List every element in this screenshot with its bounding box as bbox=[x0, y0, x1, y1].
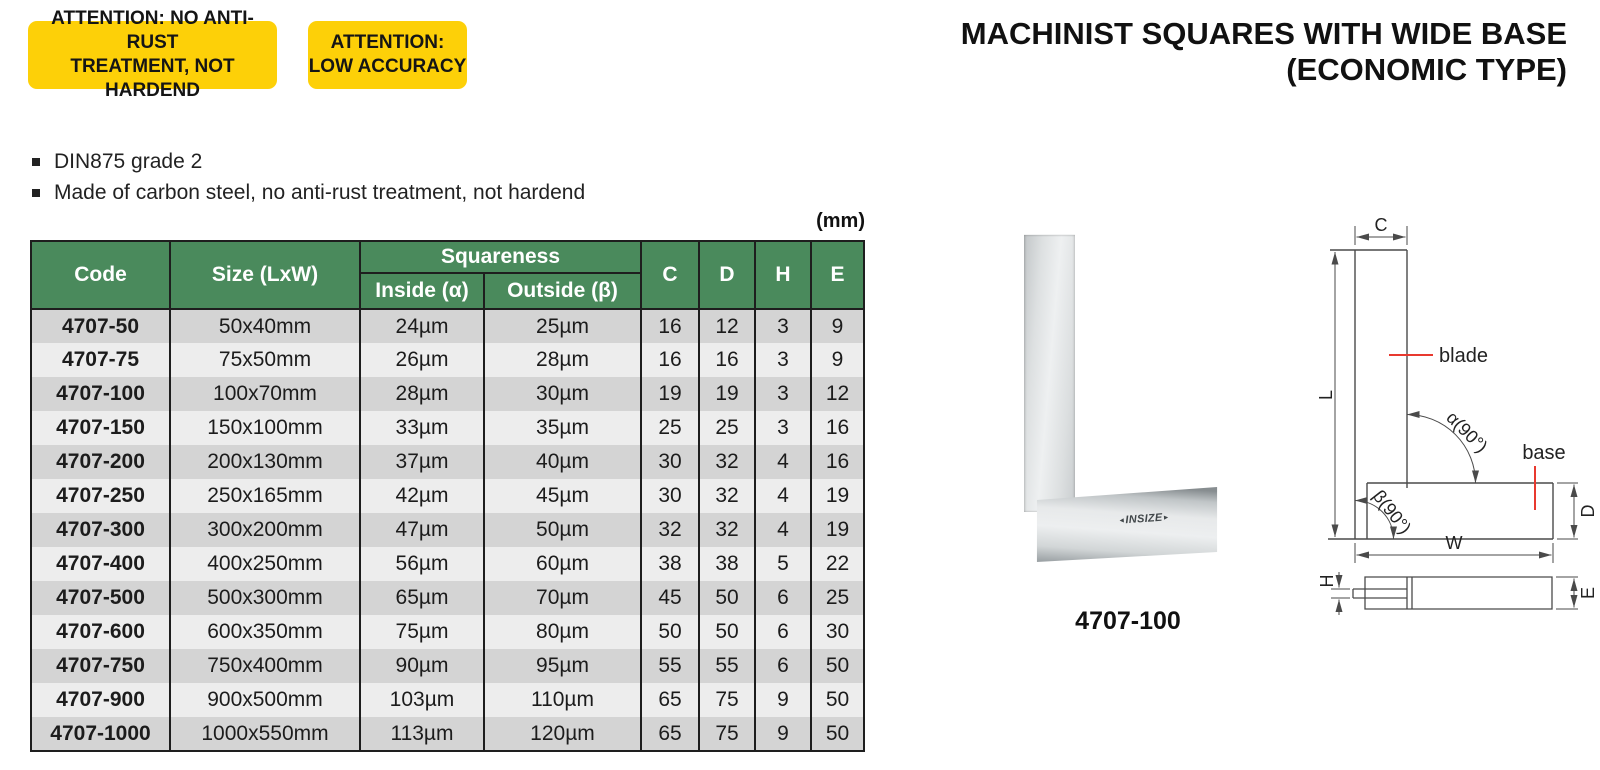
page-title bbox=[961, 16, 1567, 88]
cell-d: 75 bbox=[699, 717, 755, 751]
cell-d: 50 bbox=[699, 615, 755, 649]
cell-d: 32 bbox=[699, 479, 755, 513]
cell-code: 4707-600 bbox=[31, 615, 170, 649]
cell-h: 4 bbox=[755, 513, 811, 547]
cell-c: 30 bbox=[641, 479, 699, 513]
cell-c: 50 bbox=[641, 615, 699, 649]
cell-e: 22 bbox=[811, 547, 864, 581]
cell-outside: 50µm bbox=[484, 513, 641, 547]
table-row bbox=[31, 377, 864, 411]
beta-angle-label: β(90°) bbox=[1368, 486, 1416, 538]
cell-e: 9 bbox=[811, 343, 864, 377]
table-row bbox=[31, 649, 864, 683]
cell-c: 25 bbox=[641, 411, 699, 445]
cell-d: 25 bbox=[699, 411, 755, 445]
col-header-e: E bbox=[811, 241, 864, 309]
cell-e: 50 bbox=[811, 717, 864, 751]
product-caption: 4707-100 bbox=[1075, 607, 1181, 635]
cell-outside: 70µm bbox=[484, 581, 641, 615]
spec-table-header bbox=[31, 241, 864, 309]
cell-e: 30 bbox=[811, 615, 864, 649]
cell-c: 19 bbox=[641, 377, 699, 411]
attention-badge-accuracy bbox=[308, 21, 467, 89]
cell-d: 32 bbox=[699, 513, 755, 547]
cell-size: 50x40mm bbox=[170, 309, 360, 343]
cell-d: 19 bbox=[699, 377, 755, 411]
col-header-h: H bbox=[755, 241, 811, 309]
cell-h: 6 bbox=[755, 615, 811, 649]
cell-size: 200x130mm bbox=[170, 445, 360, 479]
alpha-angle-label: α(90°) bbox=[1442, 407, 1492, 457]
cell-outside: 110µm bbox=[484, 683, 641, 717]
feature-item bbox=[32, 177, 585, 208]
cell-inside: 47µm bbox=[360, 513, 484, 547]
feature-list bbox=[32, 146, 585, 208]
cell-inside: 103µm bbox=[360, 683, 484, 717]
blade-image bbox=[1024, 234, 1075, 512]
cell-h: 5 bbox=[755, 547, 811, 581]
cell-d: 38 bbox=[699, 547, 755, 581]
cell-h: 4 bbox=[755, 445, 811, 479]
unit-note: (mm) bbox=[816, 210, 865, 232]
cell-d: 50 bbox=[699, 581, 755, 615]
page-title-line1: MACHINIST SQUARES WITH WIDE BASE bbox=[960, 16, 1567, 51]
cell-size: 100x70mm bbox=[170, 377, 360, 411]
cell-e: 16 bbox=[811, 411, 864, 445]
table-row bbox=[31, 547, 864, 581]
spec-table bbox=[30, 240, 865, 752]
badge-line: ATTENTION: bbox=[330, 32, 445, 53]
cell-size: 150x100mm bbox=[170, 411, 360, 445]
cell-inside: 24µm bbox=[360, 309, 484, 343]
cell-size: 400x250mm bbox=[170, 547, 360, 581]
dim-label-c: C bbox=[1374, 215, 1388, 235]
cell-code: 4707-250 bbox=[31, 479, 170, 513]
table-row bbox=[31, 309, 864, 343]
cell-size: 600x350mm bbox=[170, 615, 360, 649]
feature-item bbox=[32, 146, 585, 177]
spec-table-body bbox=[31, 309, 864, 751]
cell-e: 50 bbox=[811, 683, 864, 717]
cell-h: 3 bbox=[755, 343, 811, 377]
cell-outside: 35µm bbox=[484, 411, 641, 445]
cell-inside: 113µm bbox=[360, 717, 484, 751]
cell-size: 900x500mm bbox=[170, 683, 360, 717]
logo-text: INSIZE bbox=[1125, 511, 1163, 527]
cell-inside: 65µm bbox=[360, 581, 484, 615]
cell-outside: 60µm bbox=[484, 547, 641, 581]
cell-code: 4707-100 bbox=[31, 377, 170, 411]
cell-c: 32 bbox=[641, 513, 699, 547]
cell-h: 9 bbox=[755, 717, 811, 751]
cell-h: 6 bbox=[755, 581, 811, 615]
cell-code: 4707-50 bbox=[31, 309, 170, 343]
cell-outside: 30µm bbox=[484, 377, 641, 411]
cell-size: 75x50mm bbox=[170, 343, 360, 377]
table-row bbox=[31, 513, 864, 547]
table-row bbox=[31, 479, 864, 513]
cell-d: 55 bbox=[699, 649, 755, 683]
cell-inside: 56µm bbox=[360, 547, 484, 581]
cell-code: 4707-900 bbox=[31, 683, 170, 717]
cell-inside: 37µm bbox=[360, 445, 484, 479]
cell-d: 75 bbox=[699, 683, 755, 717]
cell-e: 16 bbox=[811, 445, 864, 479]
col-header-squareness: Squareness bbox=[360, 241, 641, 273]
cell-c: 16 bbox=[641, 343, 699, 377]
cell-code: 4707-400 bbox=[31, 547, 170, 581]
cell-c: 55 bbox=[641, 649, 699, 683]
cell-inside: 75µm bbox=[360, 615, 484, 649]
cell-code: 4707-75 bbox=[31, 343, 170, 377]
col-header-outside: Outside (β) bbox=[484, 273, 641, 309]
dim-label-w: W bbox=[1445, 533, 1463, 553]
cell-code: 4707-1000 bbox=[31, 717, 170, 751]
cell-code: 4707-750 bbox=[31, 649, 170, 683]
cell-size: 500x300mm bbox=[170, 581, 360, 615]
square-front-view bbox=[1328, 250, 1553, 539]
table-row bbox=[31, 445, 864, 479]
feature-text: Made of carbon steel, no anti-rust treatment, not hardend bbox=[54, 180, 586, 204]
cell-inside: 26µm bbox=[360, 343, 484, 377]
badge-line: LOW ACCURACY bbox=[308, 56, 467, 77]
table-row bbox=[31, 683, 864, 717]
cell-outside: 25µm bbox=[484, 309, 641, 343]
cell-outside: 120µm bbox=[484, 717, 641, 751]
cell-e: 25 bbox=[811, 581, 864, 615]
cell-d: 32 bbox=[699, 445, 755, 479]
cell-h: 4 bbox=[755, 479, 811, 513]
cell-outside: 28µm bbox=[484, 343, 641, 377]
col-header-d: D bbox=[699, 241, 755, 309]
cell-outside: 45µm bbox=[484, 479, 641, 513]
col-header-size: Size (LxW) bbox=[170, 241, 360, 309]
cell-e: 12 bbox=[811, 377, 864, 411]
cell-code: 4707-500 bbox=[31, 581, 170, 615]
dim-label-d: D bbox=[1578, 504, 1598, 518]
cell-e: 9 bbox=[811, 309, 864, 343]
cell-code: 4707-300 bbox=[31, 513, 170, 547]
feature-text: DIN875 grade 2 bbox=[54, 149, 203, 173]
table-row bbox=[31, 615, 864, 649]
cell-d: 16 bbox=[699, 343, 755, 377]
cell-inside: 90µm bbox=[360, 649, 484, 683]
cell-code: 4707-150 bbox=[31, 411, 170, 445]
cell-c: 30 bbox=[641, 445, 699, 479]
cell-size: 300x200mm bbox=[170, 513, 360, 547]
cell-inside: 28µm bbox=[360, 377, 484, 411]
table-row bbox=[31, 717, 864, 751]
page-title-line2: (ECONOMIC TYPE) bbox=[1286, 52, 1567, 87]
diagram-labels bbox=[1316, 215, 1598, 599]
col-header-c: C bbox=[641, 241, 699, 309]
cell-h: 6 bbox=[755, 649, 811, 683]
cell-c: 65 bbox=[641, 683, 699, 717]
square-bullet-icon bbox=[32, 158, 40, 166]
table-row bbox=[31, 343, 864, 377]
cell-c: 45 bbox=[641, 581, 699, 615]
table-row bbox=[31, 581, 864, 615]
cell-size: 750x400mm bbox=[170, 649, 360, 683]
logo-arrow-right-icon: ► bbox=[1162, 514, 1171, 522]
base-label: base bbox=[1522, 442, 1566, 464]
cell-c: 65 bbox=[641, 717, 699, 751]
cell-h: 9 bbox=[755, 683, 811, 717]
col-header-code: Code bbox=[31, 241, 170, 309]
cell-d: 12 bbox=[699, 309, 755, 343]
badge-line: TREATMENT, NOT HARDEND bbox=[70, 56, 235, 101]
cell-outside: 40µm bbox=[484, 445, 641, 479]
tech-diagram bbox=[1275, 195, 1600, 665]
attention-badge-antirust bbox=[28, 8, 277, 101]
cell-outside: 80µm bbox=[484, 615, 641, 649]
cell-size: 250x165mm bbox=[170, 479, 360, 513]
cell-inside: 33µm bbox=[360, 411, 484, 445]
logo-arrow-left-icon: ◄ bbox=[1117, 517, 1126, 525]
table-row bbox=[31, 411, 864, 445]
square-side-view bbox=[1353, 577, 1552, 609]
blade-label: blade bbox=[1439, 345, 1488, 367]
dim-label-e: E bbox=[1578, 586, 1598, 600]
badge-line: ATTENTION: NO ANTI-RUST bbox=[51, 8, 254, 53]
cell-e: 19 bbox=[811, 479, 864, 513]
cell-e: 50 bbox=[811, 649, 864, 683]
cell-code: 4707-200 bbox=[31, 445, 170, 479]
product-photo bbox=[1000, 230, 1256, 650]
cell-size: 1000x550mm bbox=[170, 717, 360, 751]
cell-inside: 42µm bbox=[360, 479, 484, 513]
cell-h: 3 bbox=[755, 309, 811, 343]
cell-c: 38 bbox=[641, 547, 699, 581]
cell-c: 16 bbox=[641, 309, 699, 343]
square-bullet-icon bbox=[32, 189, 40, 197]
cell-h: 3 bbox=[755, 377, 811, 411]
cell-outside: 95µm bbox=[484, 649, 641, 683]
cell-h: 3 bbox=[755, 411, 811, 445]
dim-label-h: H bbox=[1317, 574, 1337, 588]
dim-label-l: L bbox=[1316, 389, 1336, 401]
cell-e: 19 bbox=[811, 513, 864, 547]
col-header-inside: Inside (α) bbox=[360, 273, 484, 309]
